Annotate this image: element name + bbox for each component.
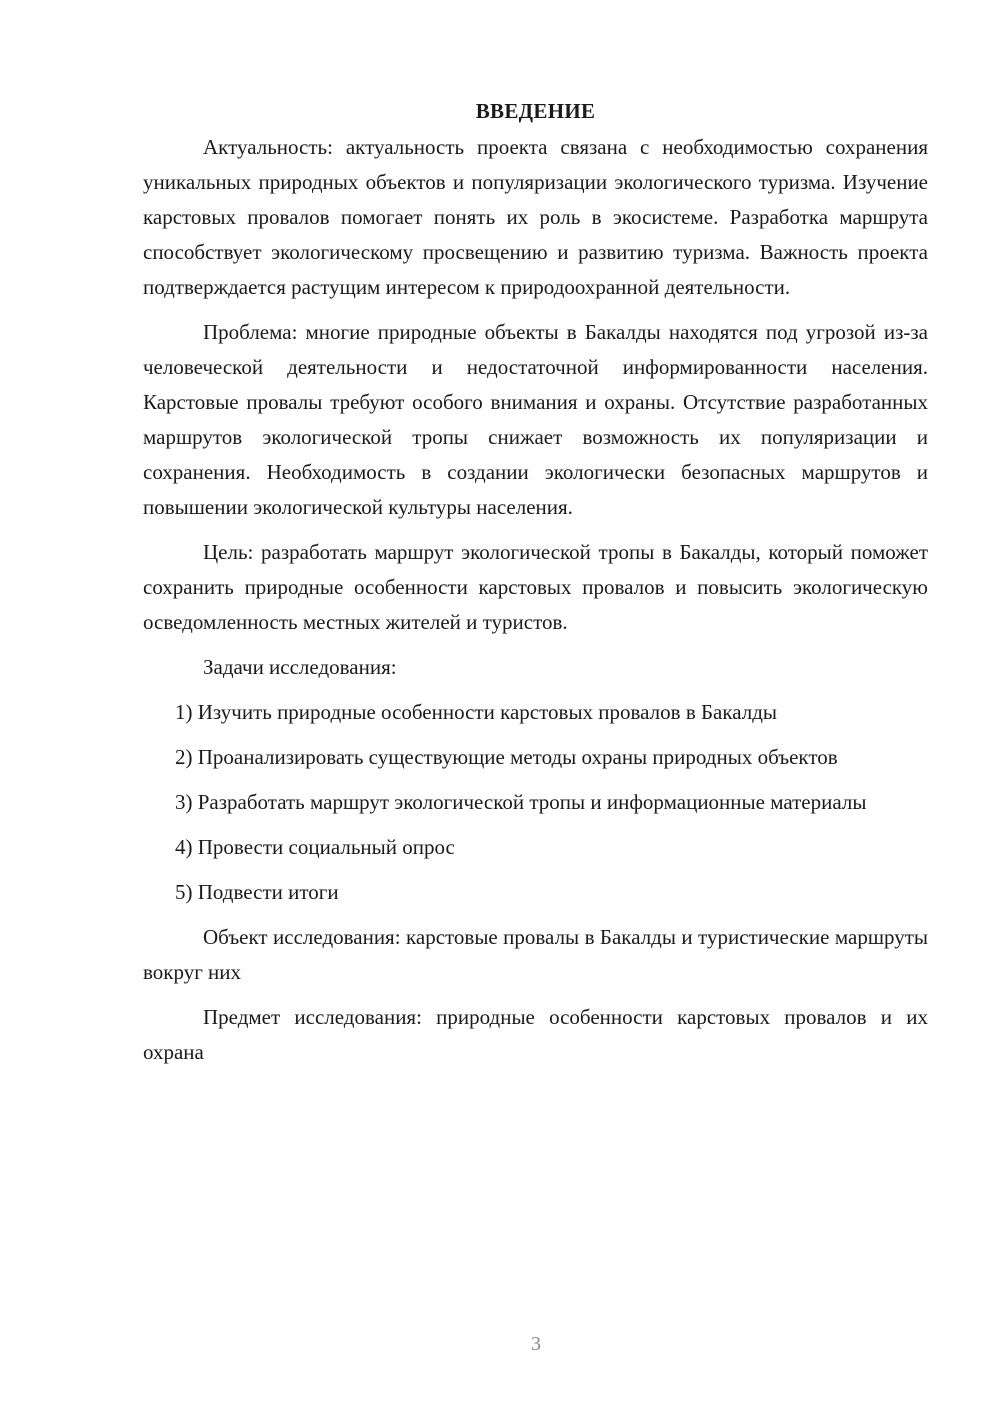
- task-item-5: 5) Подвести итоги: [175, 880, 339, 904]
- research-object-paragraph: Объект исследования: карстовые провалы в Бакалды и туристические маршруты вокруг них: [143, 925, 928, 984]
- task-item-4: 4) Провести социальный опрос: [175, 835, 455, 859]
- page-number: 3: [531, 1333, 541, 1355]
- goal-paragraph: Цель: разработать маршрут экологической тропы в Бакалды, который поможет сохранить природные особенности карстовых провалов и повысить экологическую осведомленность местных жителей и туристов.: [143, 540, 928, 634]
- task-item-3: 3) Разработать маршрут экологической тропы и информационные материалы: [175, 790, 867, 814]
- research-subject-paragraph: Предмет исследования: природные особенности карстовых провалов и их охрана: [143, 1005, 928, 1064]
- page-content: [143, 96, 928, 1080]
- relevance-paragraph: Актуальность: актуальность проекта связана с необходимостью сохранения уникальных природных объектов и популяризации экологического туризма. Изучение карстовых провалов помогает понять их роль в экосистеме. Разработка маршрута способствует экологическому просвещению и развитию туризма. Важность проекта подтверждается растущим интересом к природоохранной деятельности.: [143, 135, 928, 299]
- tasks-intro: Задачи исследования:: [203, 655, 397, 679]
- section-heading: ВВЕДЕНИЕ: [475, 99, 596, 123]
- task-item-1: 1) Изучить природные особенности карстовых провалов в Бакалды: [175, 700, 778, 724]
- problem-paragraph: Проблема: многие природные объекты в Бакалды находятся под угрозой из-за человеческой деятельности и недостаточной информированности населения. Карстовые провалы требуют особого внимания и охраны. Отсутствие разработанных маршрутов экологической тропы снижает возможность их популяризации и сохранения. Необходимость в создании экологически безопасных маршрутов и повышении экологической культуры населения.: [143, 320, 928, 519]
- task-item-2: 2) Проанализировать существующие методы охраны природных объектов: [175, 745, 838, 769]
